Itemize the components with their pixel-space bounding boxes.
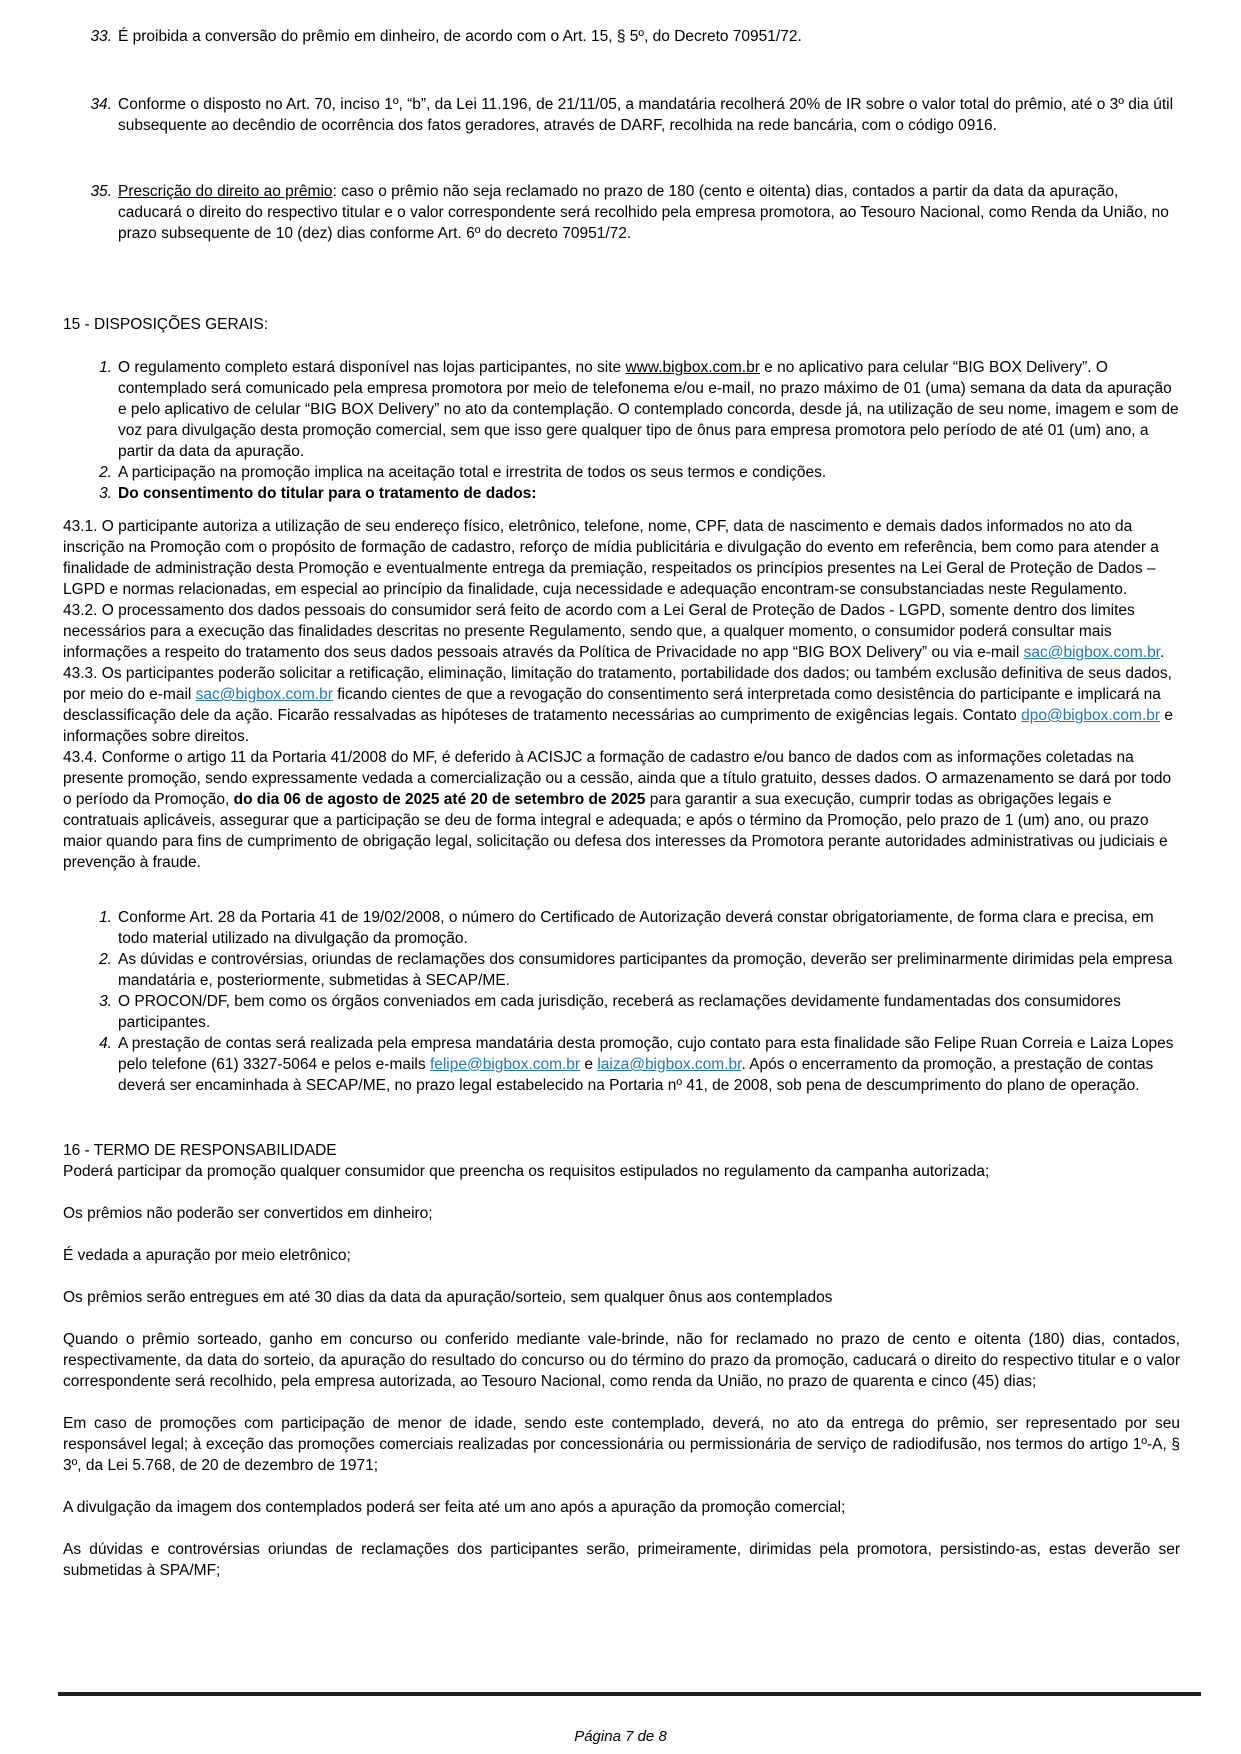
paragraph: É vedada a apuração por meio eletrônico; <box>63 1247 351 1264</box>
clause-43-2 <box>63 600 1180 663</box>
paragraph: Quando o prêmio sorteado, ganho em concurso ou conferido mediante vale-brinde, não for reclamado no prazo de cento e oitenta (180) dias, contados, respectivamente, da data do sorteio, da apuração do resultado do concurso ou do término do prazo da promoção, caducará o direito do respectivo titular e o valor correspondente será recolhido, pela empresa autorizada, ao Tesouro Nacional, como renda da União, no prazo de quarenta e cinco (45) dias; <box>63 1331 1180 1390</box>
text-run: e informações sobre direitos. <box>63 707 1173 745</box>
laiza-email-link[interactable]: laiza@bigbox.com.br <box>597 1056 742 1073</box>
paragraph: As dúvidas e controvérsias oriundas de reclamações dos participantes serão, primeiramente, dirimidas pela promotora, persistindo-as, estas deverão ser submetidas à SPA/MF; <box>63 1541 1180 1579</box>
list-item-text <box>112 357 1180 462</box>
list-number: 34. <box>90 96 112 113</box>
sac-email-link[interactable]: sac@bigbox.com.br <box>195 686 333 703</box>
list-item-rest: : caso o prêmio não seja reclamado no prazo de 180 (cento e oitenta) dias, contados a partir da data da apuração, caducará o direito do respectivo titular e o valor correspondente será recolhido pela empresa promotora, ao Tesouro Nacional, como Renda da União, no prazo subsequente de 10 (dez) dias conforme Art. 6º do decreto 70951/72. <box>118 183 1169 242</box>
list-number: 2. <box>99 464 112 481</box>
section-15-heading: 15 - DISPOSIÇÕES GERAIS: <box>63 316 269 333</box>
list-item-text: As dúvidas e controvérsias, oriundas de reclamações dos consumidores participantes da promoção, deverão ser preliminarmente dirimidas pela empresa mandatária e, posteriormente, submetidas à SECAP/ME. <box>118 951 1173 989</box>
list-number: 33. <box>90 28 112 45</box>
paragraph: A divulgação da imagem dos contemplados poderá ser feita até um ano após a apuração da promoção comercial; <box>63 1499 846 1516</box>
bold-heading-inline: Do consentimento do titular para o tratamento de dados: <box>118 485 537 502</box>
list-item-text <box>112 1033 1180 1096</box>
section-15-list <box>63 357 1180 504</box>
promo-period-bold: do dia 06 de agosto de 2025 até 20 de setembro de 2025 <box>233 791 646 808</box>
list-item-3 <box>63 483 1180 504</box>
list-item-text: Conforme Art. 28 da Portaria 41 de 19/02/2008, o número do Certificado de Autorização deverá constar obrigatoriamente, de forma clara e precisa, em todo material utilizado na divulgação da promoção. <box>118 909 1154 947</box>
list-number: 1. <box>99 909 112 926</box>
sac-email-link[interactable]: sac@bigbox.com.br <box>1023 644 1160 661</box>
list-item-34 <box>63 94 1180 136</box>
list-number: 35. <box>90 183 112 200</box>
footer-divider <box>58 1692 1201 1696</box>
section-16-heading: 16 - TERMO DE RESPONSABILIDADE <box>63 1142 337 1159</box>
paragraph: Os prêmios serão entregues em até 30 dias da data da apuração/sorteio, sem qualquer ônus aos contemplados <box>63 1289 833 1306</box>
list-item-2 <box>63 462 1180 483</box>
text-run: O regulamento completo estará disponível nas lojas participantes, no site <box>118 359 626 376</box>
list-number: 1. <box>99 359 112 376</box>
paragraph: Em caso de promoções com participação de menor de idade, sendo este contemplado, deverá, no ato da entrega do prêmio, ser representado por seu responsável legal; à exceção das promoções comerciais realizadas por concessionária ou permissionária de serviço de radiodifusão, nos termos do artigo 1º-A, § 3º, da Lei 5.768, de 20 de dezembro de 1971; <box>63 1415 1180 1474</box>
list-item-1 <box>63 357 1180 462</box>
text-run: . Após o encerramento da promoção, a prestação de contas deverá ser encaminhada à SECAP/ME, no prazo legal estabelecido na Portaria nº 41, de 2008, sob pena de descumprimento do plano de operação. <box>118 1056 1154 1094</box>
clause-43-3 <box>63 663 1180 747</box>
list-item-text: É proibida a conversão do prêmio em dinheiro, de acordo com o Art. 15, § 5º, do Decreto 70951/72. <box>118 28 802 45</box>
list-item-2 <box>63 949 1180 991</box>
text-run: e <box>580 1056 598 1073</box>
list-item-text: A participação na promoção implica na aceitação total e irrestrita de todos os seus termos e condições. <box>118 464 827 481</box>
list-item-4 <box>63 1033 1180 1096</box>
text-run: 43.3. Os participantes poderão solicitar a retificação, eliminação, limitação do tratamento, portabilidade dos dados; ou também exclusão definitiva de seus dados, por meio do e-mail <box>63 665 1172 703</box>
section-16 <box>63 1140 1180 1581</box>
clause-43-1: 43.1. O participante autoriza a utilização de seu endereço físico, eletrônico, telefone, nome, CPF, data de nascimento e demais dados informados no ato da inscrição na Promoção com o propósito de formação de cadastro, reforço de mídia publicitária e divulgação do evento em referência, bem como para atender a finalidade de administração desta Promoção e eventualmente entrega da premiação, respeitados os princípios presentes na Lei Geral de Proteção de Dados – LGPD e normas relacionadas, em especial ao princípio da finalidade, cuja necessidade e adequação encontram-se consubstanciadas neste Regulamento. <box>63 518 1159 598</box>
list-item-33 <box>63 26 1180 47</box>
text-run: . <box>1160 644 1165 661</box>
paragraph: Poderá participar da promoção qualquer consumidor que preencha os requisitos estipulados no regulamento da campanha autorizada; <box>63 1163 990 1180</box>
text-run: ficando cientes de que a revogação do consentimento será interpretada como desistência do participante e implicará na desclassificação dele da ação. Ficarão ressalvadas as hipóteses de tratamento necessárias ao cumprimento de exigências legais. Contato <box>63 686 1161 724</box>
clauses-43-block <box>63 516 1180 873</box>
paragraph: Os prêmios não poderão ser convertidos em dinheiro; <box>63 1205 433 1222</box>
text-run: 43.2. O processamento dos dados pessoais do consumidor será feito de acordo com a Lei Geral de Proteção de Dados - LGPD, somente dentro dos limites necessários para a execução das finalidades descritas no presente Regulamento, sendo que, a qualquer momento, o consumidor poderá consultar mais informações a respeito do tratamento dos seus dados pessoais através da Política de Privacidade no app “BIG BOX Delivery” ou via e-mail <box>63 602 1135 661</box>
text-run: para garantir a sua execução, cumprir todas as obrigações legais e contratuais aplicáveis, assegurar que a participação se deu de forma integral e adequada; e após o término da Promoção, pelo prazo de 1 (um) ano, ou prazo maior quando para fins de cumprimento de obrigação legal, solicitação ou defesa dos interesses da Promotora perante autoridades administrativas ou judiciais e prevenção à fraude. <box>63 791 1168 871</box>
list-item-35 <box>63 181 1180 244</box>
final-provisions-list <box>63 907 1180 1096</box>
felipe-email-link[interactable]: felipe@bigbox.com.br <box>429 1056 581 1073</box>
list-item-text: Conforme o disposto no Art. 70, inciso 1º, “b”, da Lei 11.196, de 21/11/05, a mandatária recolherá 20% de IR sobre o valor total do prêmio, até o 3º dia útil subsequente ao decêndio de ocorrência dos fatos geradores, através de DARF, recolhida na rede bancária, com o código 0916. <box>118 96 1174 134</box>
list-item-text <box>112 181 1180 244</box>
text-run: e no aplicativo para celular “BIG BOX Delivery”. O contemplado será comunicado pela empresa promotora por meio de telefonema e/ou e-mail, no prazo máximo de 01 (uma) semana da data da apuração e pelo aplicativo de celular “BIG BOX Delivery” no ato da contemplação. O contemplado concorda, desde já, na utilização de seu nome, imagem e som de voz para divulgação desta promoção comercial, sem que isso gere qualquer tipo de ônus para empresa promotora pelo período de até 01 (um) ano, a partir da data da apuração. <box>118 359 1179 460</box>
page-number: Página 7 de 8 <box>574 1728 667 1745</box>
clause-43-4 <box>63 747 1180 873</box>
text-run: A prestação de contas será realizada pela empresa mandatária desta promoção, cujo contato para esta finalidade são Felipe Ruan Correia e Laiza Lopes pelo telefone (61) 3327-5064 e pelos e-mails <box>118 1035 1174 1073</box>
list-item-1 <box>63 907 1180 949</box>
list-number: 3. <box>99 993 112 1010</box>
underlined-lead: Prescrição do direito ao prêmio <box>118 183 333 200</box>
list-number: 2. <box>99 951 112 968</box>
list-item-text <box>112 483 1180 504</box>
site-link[interactable]: www.bigbox.com.br <box>625 359 760 376</box>
text-run: 43.4. Conforme o artigo 11 da Portaria 41/2008 do MF, é deferido à ACISJC a formação de cadastro e/ou banco de dados com as informações coletadas na presente promoção, sendo expressamente vedada a comercialização ou a cessão, ainda que a título gratuito, desses dados. O armazenamento se dará por todo o período da Promoção, <box>63 749 1172 808</box>
list-number: 4. <box>99 1035 112 1052</box>
list-number: 3. <box>99 485 112 502</box>
dpo-email-link[interactable]: dpo@bigbox.com.br <box>1021 707 1161 724</box>
list-item-3 <box>63 991 1180 1033</box>
list-item-text: O PROCON/DF, bem como os órgãos conveniados em cada jurisdição, receberá as reclamações devidamente fundamentadas dos consumidores participantes. <box>118 993 1121 1031</box>
